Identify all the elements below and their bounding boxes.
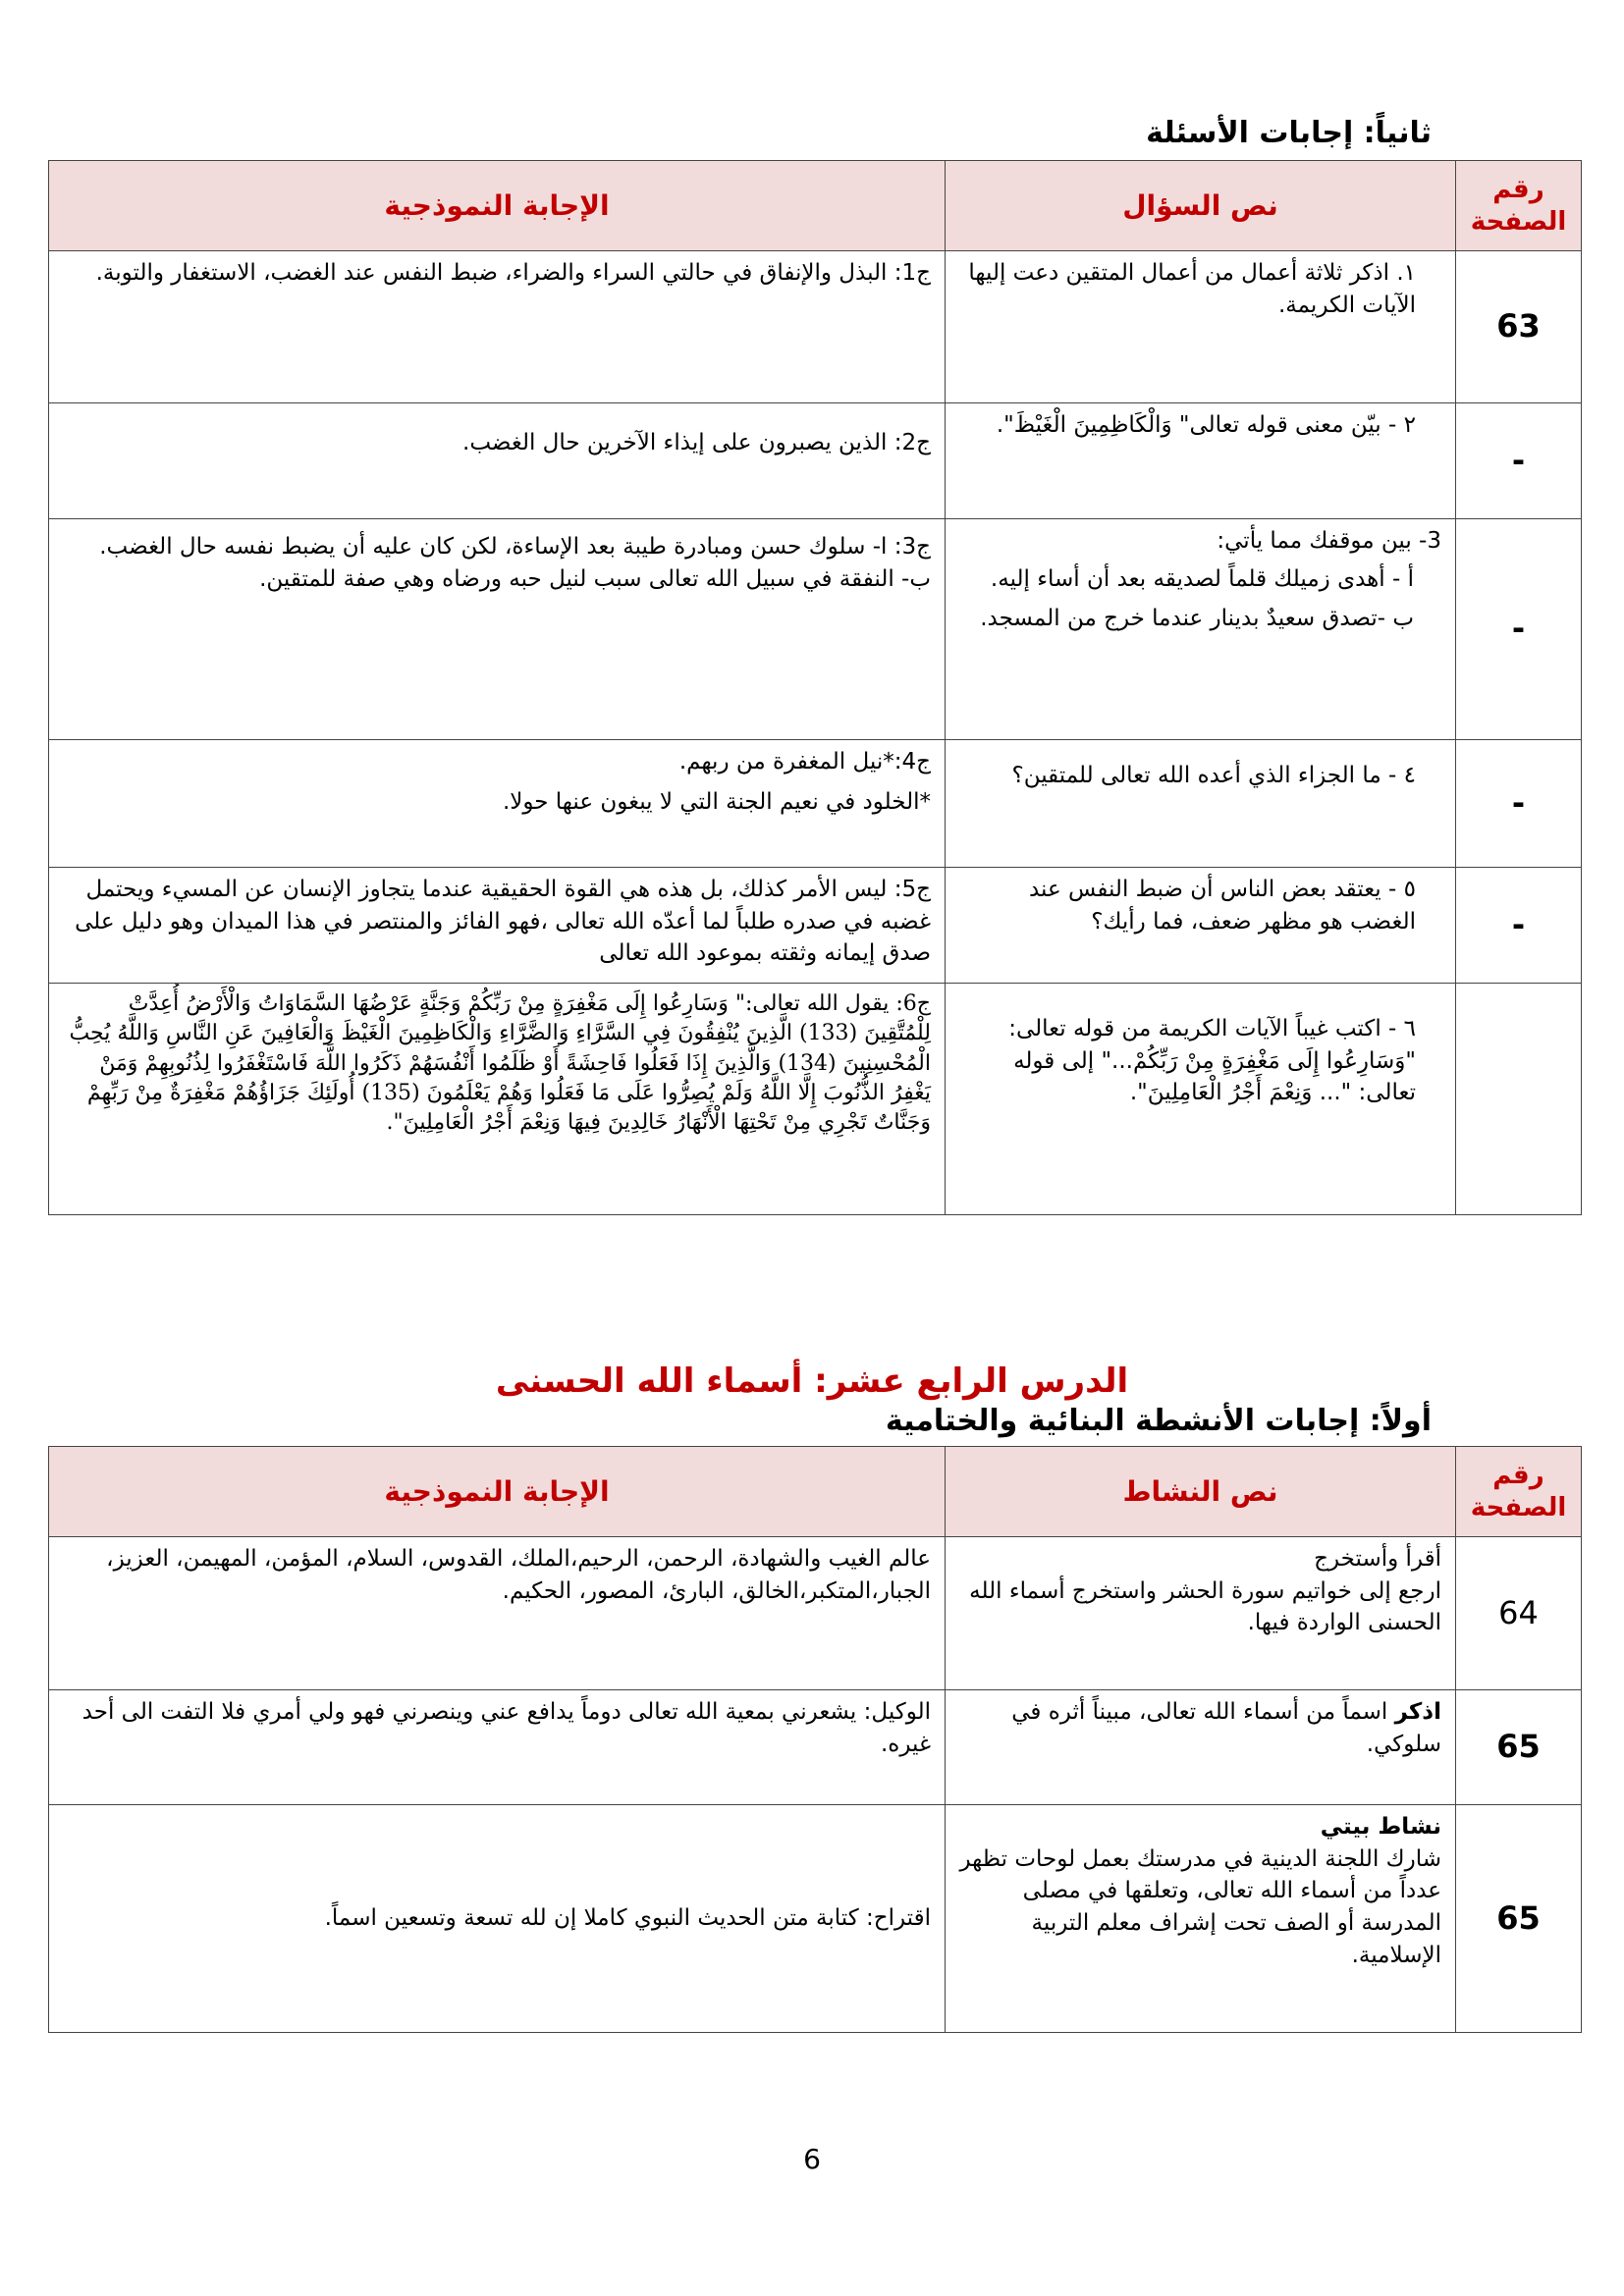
- lesson-title: الدرس الرابع عشر: أسماء الله الحسنى: [495, 1362, 1129, 1401]
- page-number-cell: -: [1456, 403, 1582, 519]
- answer-cell: الوكيل: يشعرني بمعية الله تعالى دوماً يدافع عني وينصرني فهو ولي أمري فلا التفت الى أحد غيره.: [49, 1690, 946, 1805]
- column-header-answer: الإجابة النموذجية: [49, 161, 946, 251]
- answer-cell: ج1: البذل والإنفاق في حالتي السراء والضراء، ضبط النفس عند الغضب، الاستغفار والتوبة.: [49, 251, 946, 403]
- questions-table: [48, 160, 1582, 1215]
- question-part-b: ب -تصدق سعيدٌ بدينار عندما خرج من المسجد.: [980, 606, 1414, 632]
- section-heading-answers: ثانياً: إجابات الأسئلة: [1146, 116, 1432, 150]
- section-heading-activities: أولاً: إجابات الأنشطة البنائية والختامية: [885, 1404, 1432, 1438]
- answer-part-b: ب- النفقة في سبيل الله تعالى سبب لنيل حبه ورضاه وهي صفة للمتقين.: [259, 565, 931, 592]
- activity-cell: [946, 1537, 1456, 1690]
- answer-cell: [49, 740, 946, 868]
- activity-body: ارجع إلى خواتيم سورة الحشر واستخرج أسماء الله الحسنى الواردة فيها.: [969, 1577, 1441, 1636]
- column-header-page: رقم الصفحة: [1456, 161, 1582, 251]
- page-number-cell: 65: [1456, 1805, 1582, 2033]
- activity-title: أقرأ وأستخرج: [1314, 1546, 1441, 1572]
- table-row: [49, 740, 1582, 868]
- question-intro: 3- بين موقفك مما يأتي:: [1217, 528, 1441, 554]
- column-header-activity: نص النشاط: [946, 1447, 1456, 1537]
- table-row: [49, 868, 1582, 984]
- column-header-page: رقم الصفحة: [1456, 1447, 1582, 1537]
- question-cell: ٥ - يعتقد بعض الناس أن ضبط النفس عند الغضب هو مظهر ضعف، فما رأيك؟: [946, 868, 1456, 984]
- answer-cell: ج5: ليس الأمر كذلك، بل هذه هي القوة الحقيقية عندما يتجاوز الإنسان عن المسيء ويحتمل غضبه في صدره طلباً لما أعدّه الله تعالى ،فهو الفائز والمنتصر في هذا الميدان وهو دليل على صدق إيمانه وثقته بموعود الله تعالى: [49, 868, 946, 984]
- activity-body: شارك اللجنة الدينية في مدرستك بعمل لوحات تظهر عدداً من أسماء الله تعالى، وتعلقها في مصلى المدرسة أو الصف تحت إشراف معلم التربية الإسلامية.: [959, 1845, 1441, 1968]
- table-row: [49, 984, 1582, 1215]
- activity-cell: [946, 1690, 1456, 1805]
- table-header-row: [49, 161, 1582, 251]
- question-part-a: أ - أهدى زميلك قلماً لصديقه بعد أن أساء إليه.: [990, 565, 1414, 592]
- page-number-cell: -: [1456, 519, 1582, 740]
- question-cell: [946, 519, 1456, 740]
- page-number-cell: [1456, 984, 1582, 1215]
- question-cell: ٢ - بيّن معنى قوله تعالى" وَالْكَاظِمِينَ الْغَيْظَ".: [946, 403, 1456, 519]
- activity-title: نشاط بيتي: [1320, 1814, 1441, 1840]
- answer-line-1: ج4:*نيل المغفرة من ربهم.: [678, 749, 931, 774]
- answer-cell: اقتراح: كتابة متن الحديث النبوي كاملا إن لله تسعة وتسعين اسماً.: [49, 1805, 946, 2033]
- column-header-answer: الإجابة النموذجية: [49, 1447, 946, 1537]
- table-row: [49, 1805, 1582, 2033]
- table-row: [49, 251, 1582, 403]
- column-header-question: نص السؤال: [946, 161, 1456, 251]
- answer-line-2: *الخلود في نعيم الجنة التي لا يبغون عنها حولا.: [502, 788, 931, 815]
- page-number-cell: -: [1456, 868, 1582, 984]
- table-row: [49, 403, 1582, 519]
- answer-part-a: ج3: ا- سلوك حسن ومبادرة طيبة بعد الإساءة، لكن كان عليه أن يضبط نفسه حال الغضب.: [99, 534, 931, 560]
- question-cell: ٤ - ما الجزاء الذي أعده الله تعالى للمتقين؟: [946, 740, 1456, 868]
- page-number-cell: -: [1456, 740, 1582, 868]
- question-cell: ٦ - اكتب غيباً الآيات الكريمة من قوله تعالى: "وَسَارِعُوا إِلَى مَغْفِرَةٍ مِنْ رَبِّكُمْ..." إلى قوله تعالى: "... وَنِعْمَ أَجْرُ الْعَامِلِينَ".: [946, 984, 1456, 1215]
- table-header-row: [49, 1447, 1582, 1537]
- table-row: [49, 1537, 1582, 1690]
- question-cell: ١. اذكر ثلاثة أعمال من أعمال المتقين دعت إليها الآيات الكريمة.: [946, 251, 1456, 403]
- answer-cell: عالم الغيب والشهادة، الرحمن، الرحيم،الملك، القدوس، السلام، المؤمن، المهيمن، العزيز، الجبار،المتكبر،الخالق، البارئ، المصور، الحكيم.: [49, 1537, 946, 1690]
- page-number-cell: 64: [1456, 1537, 1582, 1690]
- activity-cell: [946, 1805, 1456, 2033]
- answer-cell: [49, 519, 946, 740]
- answer-cell: ج2: الذين يصبرون على إيذاء الآخرين حال الغضب.: [49, 403, 946, 519]
- page-number-cell: 65: [1456, 1690, 1582, 1805]
- page-number: 6: [803, 2143, 821, 2175]
- activity-verb: اذكر: [1394, 1699, 1441, 1725]
- answer-cell-quran-verses: ج6: يقول الله تعالى:" وَسَارِعُوا إِلَى مَغْفِرَةٍ مِنْ رَبِّكُمْ وَجَنَّةٍ عَرْضُهَا السَّمَاوَاتُ وَالْأَرْضُ أُعِدَّتْ لِلْمُتَّقِينَ (133) الَّذِينَ يُنْفِقُونَ فِي السَّرَّاءِ وَالضَّرَّاءِ وَالْكَاظِمِينَ الْغَيْظَ وَالْعَافِينَ عَنِ النَّاسِ وَاللَّهُ يُحِبُّ الْمُحْسِنِينَ (134) وَالَّذِينَ إِذَا فَعَلُوا فَاحِشَةً أَوْ ظَلَمُوا أَنْفُسَهُمْ ذَكَرُوا اللَّهَ فَاسْتَغْفَرُوا لِذُنُوبِهِمْ وَمَنْ يَغْفِرُ الذُّنُوبَ إِلَّا اللَّهُ وَلَمْ يُصِرُّوا عَلَى مَا فَعَلُوا وَهُمْ يَعْلَمُونَ (135) أُولَئِكَ جَزَاؤُهُمْ مَغْفِرَةٌ مِنْ رَبِّهِمْ وَجَنَّاتٌ تَجْرِي مِنْ تَحْتِهَا الْأَنْهَارُ خَالِدِينَ فِيهَا وَنِعْمَ أَجْرُ الْعَامِلِينَ".: [49, 984, 946, 1215]
- activities-table: [48, 1446, 1582, 2033]
- table-row: [49, 1690, 1582, 1805]
- activity-body: اسماً من أسماء الله تعالى، مبيناً أثره في سلوكي.: [1011, 1699, 1441, 1757]
- page-number-cell: 63: [1456, 251, 1582, 403]
- table-row: [49, 519, 1582, 740]
